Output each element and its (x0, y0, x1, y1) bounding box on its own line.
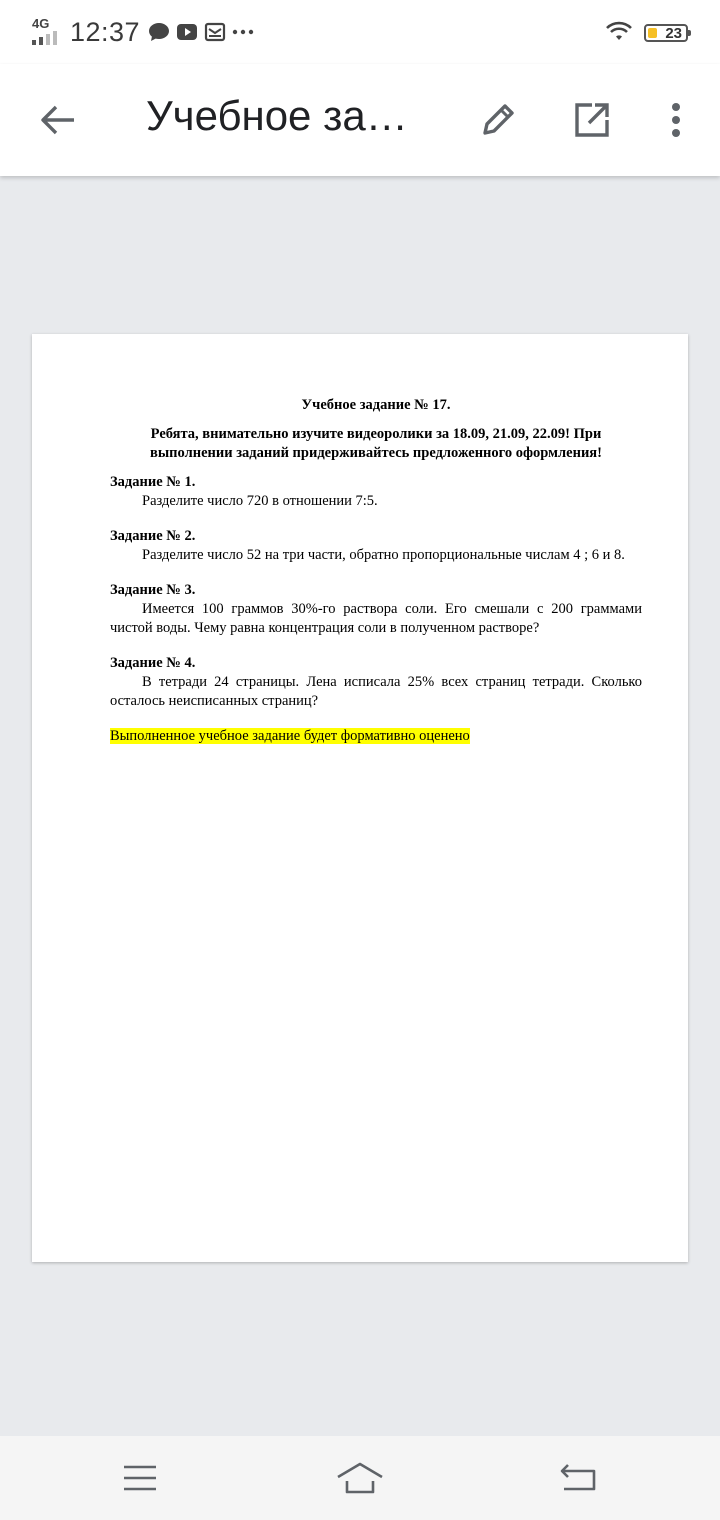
mail-notification-icon (204, 22, 226, 42)
system-back-button[interactable] (548, 1454, 608, 1502)
navigation-bar (0, 1436, 720, 1520)
task-title: Задание № 3. (110, 582, 196, 598)
back-button[interactable] (34, 94, 82, 146)
menu-icon (122, 1464, 158, 1492)
task-title: Задание № 1. (110, 474, 196, 490)
network-type: 4G (32, 16, 50, 31)
recent-apps-button[interactable] (110, 1454, 170, 1502)
home-icon (335, 1461, 385, 1495)
battery-level: 23 (665, 24, 682, 42)
arrow-back-icon (40, 104, 76, 136)
task-4 (110, 654, 642, 711)
document-title: Учебное за… (146, 92, 408, 139)
more-options-button[interactable] (652, 94, 700, 146)
task-3 (110, 581, 642, 638)
open-in-new-button[interactable] (566, 94, 618, 146)
app-bar (0, 64, 720, 176)
edit-button[interactable] (472, 94, 524, 146)
youtube-notification-icon (176, 22, 198, 42)
task-1 (110, 473, 642, 511)
highlighted-note: Выполненное учебное задание будет формативно оценено (110, 728, 470, 744)
wifi-icon (604, 20, 634, 47)
task-text: Имеется 100 граммов 30%-го раствора соли. Его смешали с 200 граммами чистой воды. Чему равна концентрация соли в полученном растворе? (110, 601, 642, 636)
task-2 (110, 527, 642, 565)
document-content (110, 396, 642, 746)
open-in-new-icon (572, 100, 612, 140)
status-bar (0, 0, 720, 64)
pencil-icon (478, 100, 518, 140)
document-heading: Учебное задание № 17. (301, 397, 451, 413)
task-title: Задание № 4. (110, 655, 196, 671)
battery-icon (644, 24, 688, 42)
cellular-signal-icon (30, 17, 64, 47)
task-title: Задание № 2. (110, 528, 196, 544)
document-subheading: Ребята, внимательно изучите видеоролики за 18.09, 21.09, 22.09! При выполнении заданий придерживайтесь предложенного оформления! (150, 426, 602, 461)
task-text: В тетради 24 страницы. Лена исписала 25% всех страниц тетради. Сколько осталось неисписанных страниц? (110, 674, 642, 709)
battery-fill (648, 28, 657, 38)
more-notifications-icon (232, 28, 254, 36)
task-text: Разделите число 720 в отношении 7:5. (142, 493, 378, 509)
task-text: Разделите число 52 на три части, обратно пропорциональные числам 4 ; 6 и 8. (142, 547, 625, 563)
more-vert-icon (670, 102, 682, 138)
clock: 12:37 (70, 16, 141, 47)
assessment-note (110, 727, 642, 746)
home-button[interactable] (330, 1454, 390, 1502)
document-page[interactable] (32, 334, 688, 1262)
back-nav-icon (558, 1463, 598, 1493)
chat-notification-icon (148, 22, 170, 42)
